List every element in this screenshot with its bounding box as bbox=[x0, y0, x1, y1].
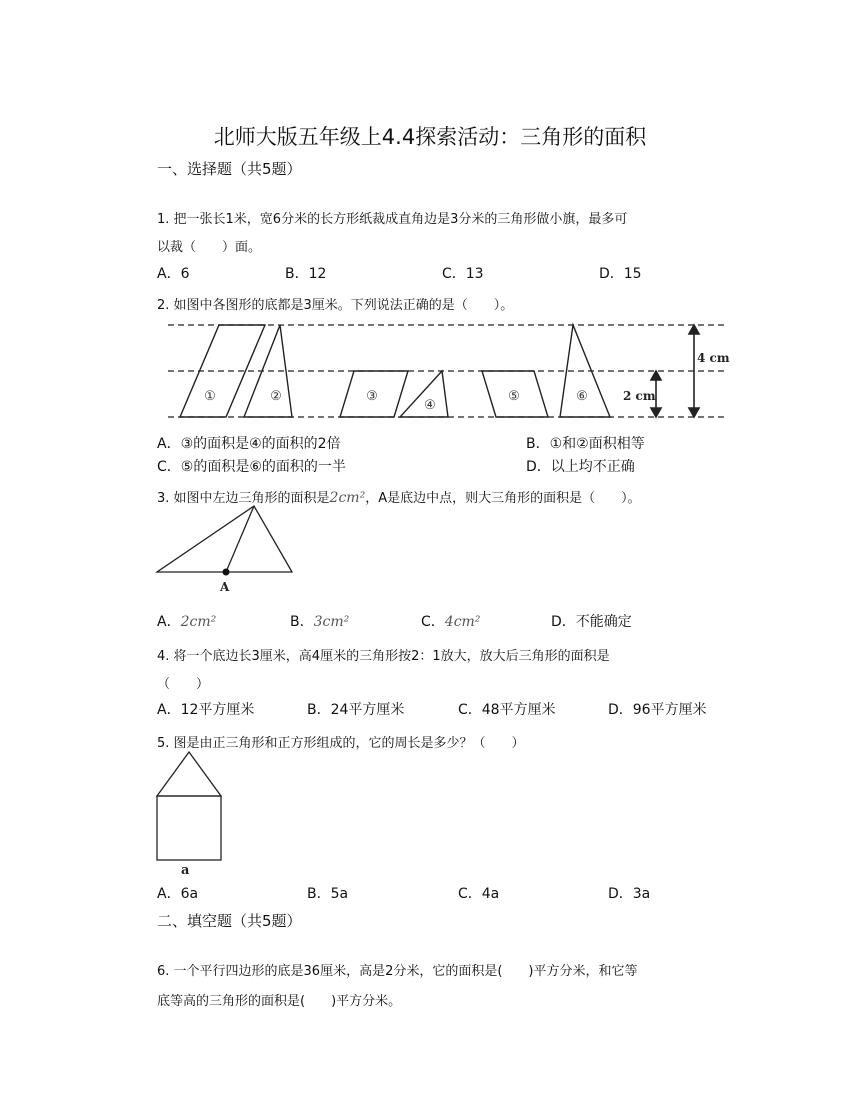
shape-4-label: ④ bbox=[424, 398, 436, 413]
question-4-option-b: B．24平方厘米 bbox=[307, 702, 405, 718]
question-6-line-1: 6. 一个平行四边形的底是36厘米，高是2分米，它的面积是( )平方分米，和它等 bbox=[157, 964, 638, 979]
guide-lines bbox=[168, 325, 728, 417]
option-value: 2cm² bbox=[180, 614, 217, 630]
dimension-4cm-label: 4 cm bbox=[697, 351, 730, 365]
question-2-option-d: D．以上均不正确 bbox=[526, 459, 635, 475]
question-4-line-2: （ ） bbox=[157, 677, 210, 692]
question-3-text-post: ，A是底边中点，则大三角形的面积是（ ）。 bbox=[365, 491, 641, 506]
question-2-option-b: B．①和②面积相等 bbox=[526, 436, 645, 452]
side-label-a: a bbox=[181, 863, 190, 878]
option-value: 3cm² bbox=[313, 614, 350, 630]
question-5-option-c: C．4a bbox=[458, 886, 500, 902]
dimension-2cm-label: 2 cm bbox=[623, 389, 656, 403]
midpoint-a bbox=[223, 569, 230, 576]
question-3-text-pre: 3. 如图中左边三角形的面积是 bbox=[157, 491, 330, 506]
square bbox=[157, 796, 221, 860]
question-3-figure bbox=[150, 500, 300, 595]
question-4-option-c: C．48平方厘米 bbox=[458, 702, 556, 718]
question-1-option-a: A．6 bbox=[157, 266, 190, 282]
question-3-option-c bbox=[421, 611, 480, 631]
question-2-option-c: C．⑤的面积是⑥的面积的一半 bbox=[157, 459, 346, 475]
page-title: 北师大版五年级上4.4探索活动：三角形的面积 bbox=[213, 125, 647, 149]
option-letter: A． bbox=[157, 614, 181, 630]
question-2-text: 2. 如图中各图形的底都是3厘米。下列说法正确的是（ ）。 bbox=[157, 298, 514, 313]
question-3-option-b bbox=[290, 611, 349, 631]
question-1-option-c: C．13 bbox=[442, 266, 484, 282]
question-4-option-a: A．12平方厘米 bbox=[157, 702, 255, 718]
section-heading-choice: 一、选择题（共5题） bbox=[157, 160, 302, 178]
shape-3-label: ③ bbox=[366, 389, 378, 404]
question-3-area-value: 2cm² bbox=[329, 490, 366, 506]
shape-6-label: ⑥ bbox=[576, 389, 588, 404]
shape-2-label: ② bbox=[270, 389, 282, 404]
question-3-option-a bbox=[157, 611, 216, 631]
midpoint-a-label: A bbox=[220, 580, 230, 594]
question-3-option-d bbox=[551, 611, 632, 631]
large-triangle bbox=[157, 506, 292, 572]
question-4-line-1: 4. 将一个底边长3厘米，高4厘米的三角形按2：1放大，放大后三角形的面积是 bbox=[157, 649, 610, 664]
question-1-option-d: D．15 bbox=[599, 266, 642, 282]
option-letter: D． bbox=[551, 614, 576, 630]
option-letter: B． bbox=[290, 614, 314, 630]
section-heading-fill-in: 二、填空题（共5题） bbox=[157, 912, 302, 930]
equilateral-triangle bbox=[157, 752, 221, 796]
question-1-option-b: B．12 bbox=[285, 266, 327, 282]
question-1-line-1: 1. 把一张长1米，宽6分米的长方形纸裁成直角边是3分米的三角形做小旗，最多可 bbox=[157, 212, 628, 227]
question-2-option-a: A．③的面积是④的面积的2倍 bbox=[157, 436, 341, 452]
question-5-text: 5. 图是由正三角形和正方形组成的，它的周长是多少？（ ） bbox=[157, 736, 525, 751]
question-5-figure bbox=[150, 748, 230, 878]
option-value: 不能确定 bbox=[575, 614, 632, 630]
shape-1-label: ① bbox=[204, 389, 216, 404]
question-4-option-d: D．96平方厘米 bbox=[608, 702, 707, 718]
option-value: 4cm² bbox=[444, 614, 481, 630]
question-2-figure bbox=[150, 318, 735, 423]
question-5-option-a: A．6a bbox=[157, 886, 199, 902]
question-5-option-b: B．5a bbox=[307, 886, 349, 902]
shape-5-label: ⑤ bbox=[508, 389, 520, 404]
option-letter: C． bbox=[421, 614, 445, 630]
question-6-line-2: 底等高的三角形的面积是( )平方分米。 bbox=[157, 994, 402, 1009]
question-1-line-2: 以裁（ ）面。 bbox=[157, 240, 262, 255]
question-5-option-d: D．3a bbox=[608, 886, 651, 902]
